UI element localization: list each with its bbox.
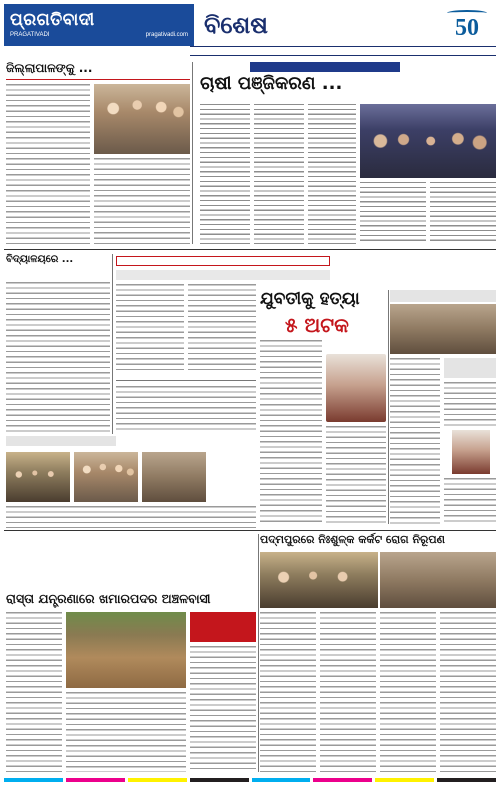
newspaper-title: ପ୍ରଗତିବାଦୀ — [10, 10, 95, 31]
article-body — [200, 104, 250, 244]
road-photo — [66, 612, 186, 688]
newspaper-website: pragativadi.com — [145, 31, 188, 38]
subhead-arrests: ୫ ଅଟକ — [285, 313, 349, 337]
headline-mid-left: ବିଦ୍ୟାଳୟରେ ... — [6, 254, 74, 265]
headline-side-right — [444, 358, 496, 378]
article-body — [444, 478, 496, 524]
print-registration-bar — [4, 776, 496, 784]
newspaper-logo — [4, 4, 194, 46]
article-body — [360, 182, 426, 244]
article-body — [260, 404, 322, 524]
headline-road: ରାସ୍ତା ଯନ୍ତ୍ରଣାରେ ଖମାରପଦର ଅଞ୍ଚଳବାସୀ — [6, 591, 211, 606]
photo — [390, 304, 496, 354]
article-body — [6, 506, 256, 528]
photo — [94, 84, 190, 154]
article-body — [380, 612, 436, 772]
photo — [6, 452, 70, 502]
article-body — [94, 158, 190, 244]
article-body — [6, 612, 62, 772]
photo — [74, 452, 138, 502]
article-body — [66, 692, 186, 772]
section-title: ବିଶେଷ — [204, 11, 268, 39]
article-body — [444, 382, 496, 426]
article-body — [260, 340, 322, 400]
article-body — [6, 84, 90, 244]
headline-mid-bottom-left — [6, 436, 116, 446]
masthead — [4, 4, 496, 46]
article-body — [188, 284, 256, 374]
article-body — [116, 386, 256, 432]
headline-top-left: ଜିଲ୍ଲାପାଳଙ୍କୁ ... — [6, 61, 93, 75]
photo — [142, 452, 206, 502]
kicker — [116, 256, 330, 266]
headline-cancer-camp: ପଦ୍ମପୁରରେ ନିଃଶୁଳ୍କ କର୍କଟ ରୋଗ ନିରୂପଣ — [260, 533, 445, 546]
article-body — [116, 284, 184, 374]
article-body — [430, 182, 496, 244]
headline-murder: ଯୁବତୀକୁ ହତ୍ୟା — [260, 289, 360, 309]
portrait-photo — [452, 430, 490, 474]
headline-top-right: ଚାଷୀ ପଞ୍ଜିକରଣ ... — [200, 73, 343, 94]
article-body — [440, 612, 496, 772]
newspaper-subtitle: PRAGATIVADI — [10, 31, 50, 38]
headline-mid-right — [390, 290, 496, 302]
article-body — [320, 612, 376, 772]
kicker — [250, 62, 400, 72]
article-body — [390, 358, 440, 524]
article-body — [308, 104, 356, 244]
article-body — [190, 646, 256, 772]
photo — [380, 552, 496, 608]
article-body — [6, 282, 110, 432]
article-body — [260, 612, 316, 772]
photo — [260, 552, 378, 608]
article-body — [326, 426, 386, 524]
dateline — [190, 46, 496, 56]
photo — [360, 104, 496, 178]
portrait-photo — [326, 354, 386, 422]
article-body — [254, 104, 304, 244]
anniversary-emblem: 50 — [438, 4, 496, 46]
inset-kicker — [190, 612, 256, 642]
